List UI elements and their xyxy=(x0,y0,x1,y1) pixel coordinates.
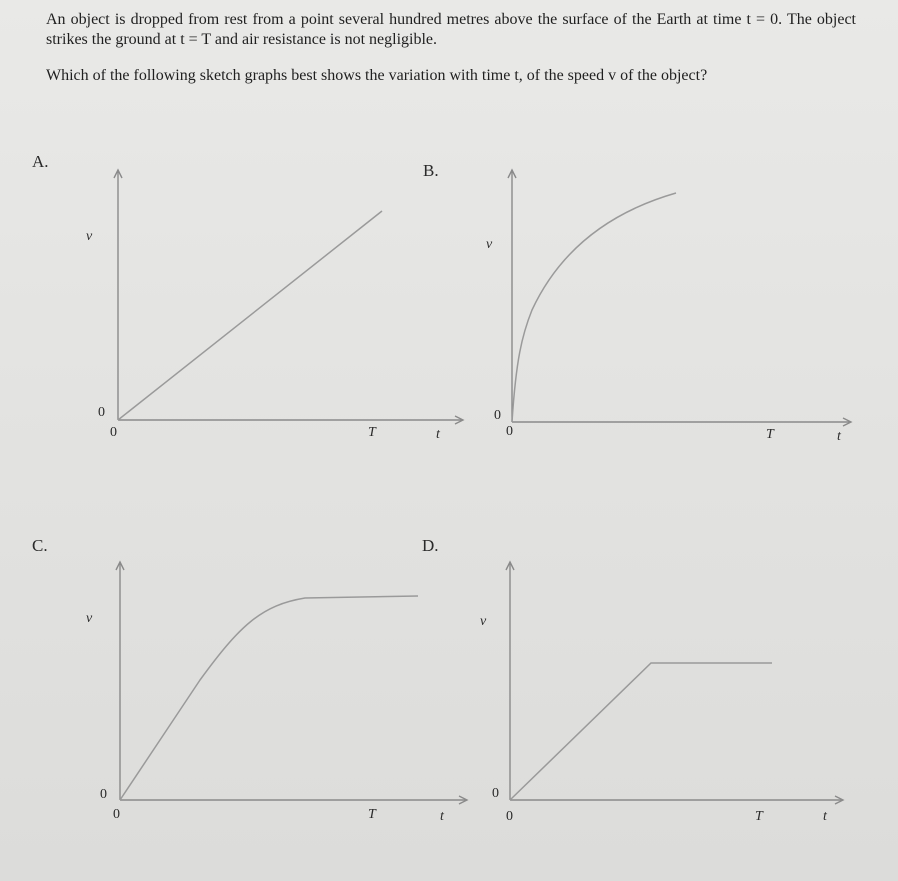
t-label: t xyxy=(440,809,444,824)
y-axis-label: v xyxy=(86,611,93,626)
y-axis-label: v xyxy=(480,614,487,629)
origin-y-label: 0 xyxy=(98,405,105,420)
question-prompt: Which of the following sketch graphs best shows the variation with time t, of the speed v of the object? xyxy=(46,67,708,84)
t-label: t xyxy=(823,809,827,824)
origin-y-label: 0 xyxy=(492,786,499,801)
T-label: T xyxy=(766,427,774,442)
origin-x-label: 0 xyxy=(506,809,513,824)
option-letter: A. xyxy=(32,152,49,171)
origin-x-label: 0 xyxy=(113,807,120,822)
question-statement: An object is dropped from rest from a point several hundred metres above the surface of the Earth at time t = 0. The object strikes the ground at t = T and air resistance is not negligible. xyxy=(46,11,856,48)
t-label: t xyxy=(837,429,841,444)
T-label: T xyxy=(368,807,376,822)
option-letter: B. xyxy=(423,161,439,180)
T-label: T xyxy=(755,809,763,824)
origin-x-label: 0 xyxy=(506,424,513,439)
origin-y-label: 0 xyxy=(494,408,501,423)
y-axis-label: v xyxy=(86,229,93,244)
origin-x-label: 0 xyxy=(110,425,117,440)
origin-y-label: 0 xyxy=(100,787,107,802)
graph-line xyxy=(510,663,772,800)
option-letter: C. xyxy=(32,536,48,555)
option-letter: D. xyxy=(422,536,439,555)
t-label: t xyxy=(436,427,440,442)
y-axis-label: v xyxy=(486,237,493,252)
T-label: T xyxy=(368,425,376,440)
